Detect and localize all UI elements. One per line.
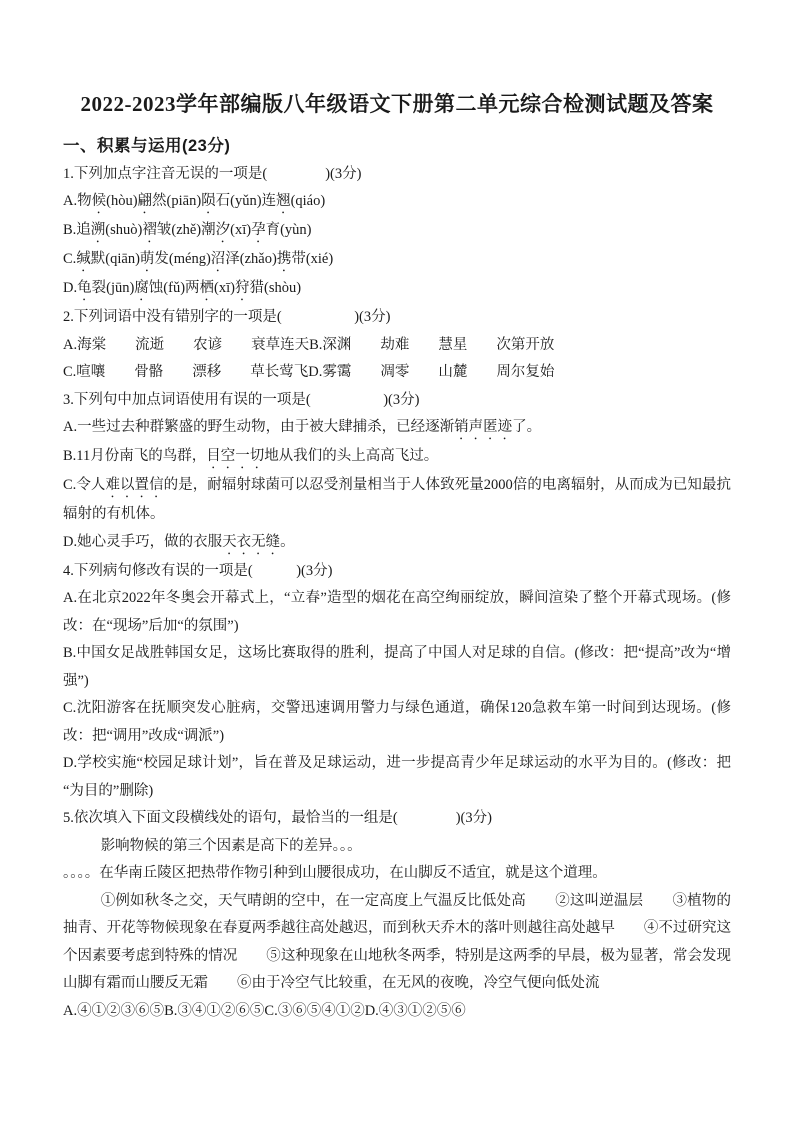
question-5-answer-options: A.④①②③⑥⑤B.③④①②⑥⑤C.③⑥⑤④①②D.④③①②⑤⑥ <box>63 1002 466 1019</box>
question-1-option-C: C.缄默(qiān)萌发(méng)沼泽(zhǎo)携带(xié) <box>63 251 334 267</box>
question-3-option-C: C.令人难以置信的是，耐辐射球菌可以忍受剂量相当于人体致死量2000倍的电离辐射，从而成为已知最抗辐射的有机体。 <box>63 477 732 522</box>
section-heading: 一、积累与运用(23分) <box>63 137 231 155</box>
dotted-emphasis-text: 携 <box>276 251 292 267</box>
question-2-option-AB: A.海棠 流逝 农谚 衰草连天B.深渊 劫难 慧星 次第开放 <box>63 336 555 353</box>
dotted-emphasis-text: 陨 <box>201 193 216 209</box>
question-4-option-D: D.学校实施“校园足球计划”，旨在普及足球运动，进一步提高青少年足球运动的水平为目的。(修改：把“为目的”删除) <box>63 755 731 799</box>
dotted-emphasis-text: 难以置信 <box>105 477 164 493</box>
dotted-emphasis-text: 龟 <box>77 280 92 296</box>
dotted-emphasis-text: 天衣无缝 <box>222 533 281 550</box>
question-4-option-A: A.在北京2022年冬奥会开幕式上，“立春”造型的烟花在高空绚丽绽放，瞬间渲染了整个开幕式现场。(修改：在“现场”后加“的氛围”) <box>63 590 731 634</box>
question-5-passage-line-2: 。。。。在华南丘陵区把热带作物引种到山腰很成功，在山脚反不适宜，就是这个道理。 <box>63 865 607 881</box>
question-5-passage-line-1: 影响物候的第三个因素是高下的差异。。。 <box>100 837 362 854</box>
dotted-emphasis-text: 腐 <box>134 280 149 296</box>
dotted-emphasis-text: 狩 <box>234 280 250 296</box>
exam-content <box>63 133 731 1025</box>
dotted-emphasis-text: 栖 <box>199 280 215 296</box>
question-1-option-D: D.龟裂(jūn)腐蚀(fǔ)两栖(xī)狩猎(shòu) <box>63 280 302 296</box>
dotted-emphasis-text: 销声匿迹 <box>454 419 513 435</box>
document-title: 2022-2023学年部编版八年级语文下册第二单元综合检测试题及答案 <box>80 92 714 116</box>
question-4-option-C: C.沈阳游客在抚顺突发心脏病，交警迅速调用警力与绿色通道，确保120急救车第一时间到达现场。(修改：把“调用”改成“调派”) <box>63 700 731 744</box>
question-5-stem: 5.依次填入下面文段横线处的语句，最恰当的一组是( )(3分) <box>63 810 492 826</box>
dotted-emphasis-text: 候 <box>91 193 107 209</box>
question-1-option-B: B.追溯(shuò)褶皱(zhě)潮汐(xī)孕育(yùn) <box>63 222 312 238</box>
dotted-emphasis-text: 孕 <box>251 222 266 238</box>
dotted-emphasis-text: 褶 <box>142 222 157 238</box>
dotted-emphasis-text: 沼 <box>210 251 226 267</box>
question-1-stem: 1.下列加点字注音无误的一项是( )(3分) <box>63 165 362 182</box>
question-1-option-A: A.物候(hòu)翩然(piān)陨石(yǔn)连翘(qiáo) <box>63 193 326 209</box>
question-3-option-D: D.她心灵手巧，做的衣服天衣无缝。 <box>63 533 295 550</box>
dotted-emphasis-text: 溯 <box>90 222 106 238</box>
question-5-passage-line-3: ①例如秋冬之交，天气晴朗的空中，在一定高度上气温反比低处高 ②这叫逆温层 ③植物的抽青、开花等物候现象在春夏两季越往高处越迟，而到秋天乔木的落叶则越往高处越早 ④不过研究这个因素要考虑到特殊的情况 ⑤这种现象在山地秋冬两季，特别是这两季的早晨，极为显著，常会发现山脚有霜而山腰反无霜 ⑥由于冷空气比较重，在无风的夜晚，冷空气便向低处流 <box>63 892 731 991</box>
dotted-emphasis-text: 目空一切 <box>206 448 265 464</box>
question-2-stem: 2.下列词语中没有错别字的一项是( )(3分) <box>63 309 391 325</box>
dotted-emphasis-text: 缄 <box>76 251 91 267</box>
question-4-stem: 4.下列病句修改有误的一项是( )(3分) <box>63 562 333 579</box>
dotted-emphasis-text: 翩 <box>137 193 153 209</box>
question-2-option-CD: C.喧嚷 骨骼 漂移 草长莺飞D.雾霭 凋零 山麓 周尔复始 <box>63 364 555 380</box>
dotted-emphasis-text: 翘 <box>276 193 291 209</box>
dotted-emphasis-text: 汐 <box>215 222 231 238</box>
question-3-option-B: B.11月份南飞的鸟群，目空一切地从我们的头上高高飞过。 <box>63 448 439 464</box>
dotted-emphasis-text: 萌 <box>139 251 155 267</box>
question-3-stem: 3.下列句中加点词语使用有误的一项是( )(3分) <box>63 391 420 408</box>
question-3-option-A: A.一些过去种群繁盛的野生动物，由于被大肆捕杀，已经逐渐销声匿迹了。 <box>63 419 542 435</box>
question-4-option-B: B.中国女足战胜韩国女足，这场比赛取得的胜利，提高了中国人对足球的自信。(修改：把“提高”改为“增强”) <box>63 645 731 689</box>
